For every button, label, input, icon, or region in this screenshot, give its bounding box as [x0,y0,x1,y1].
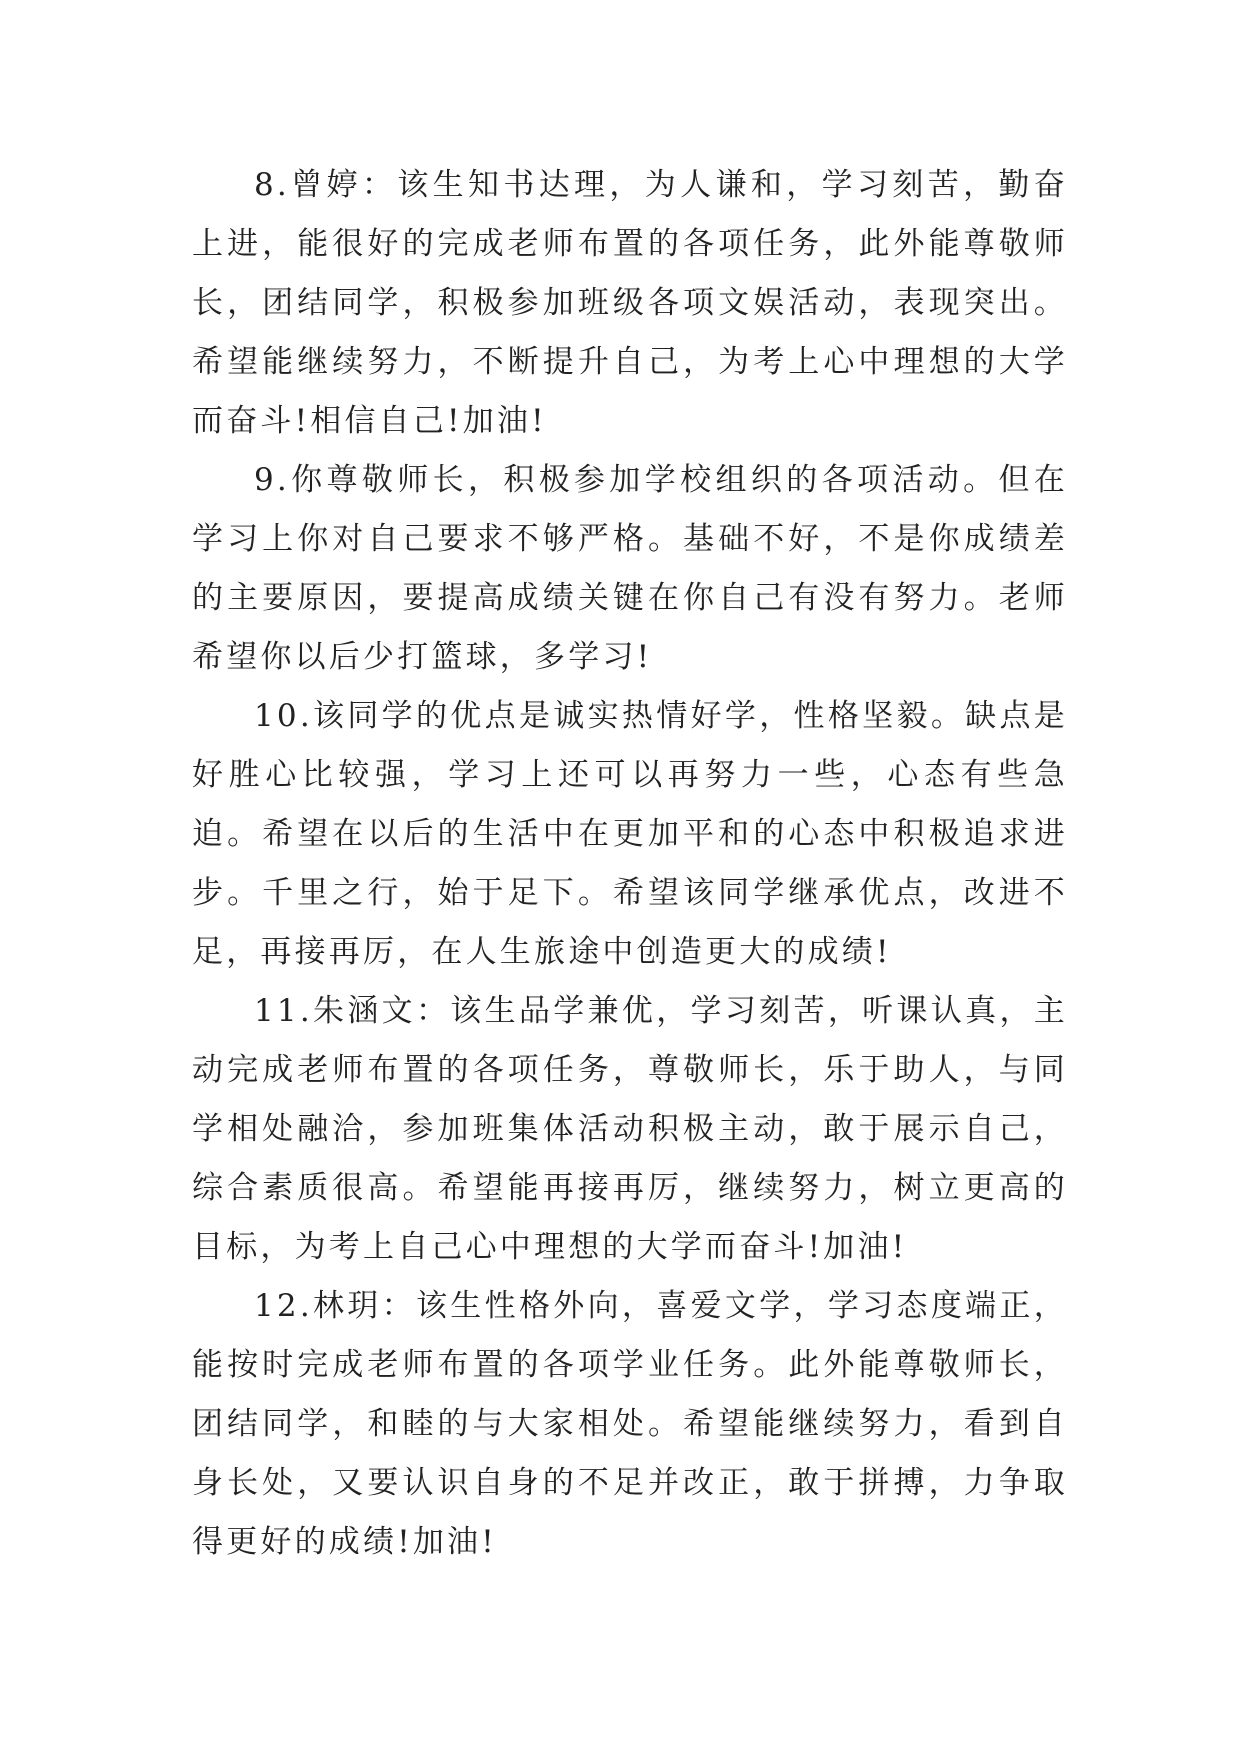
comment-paragraph-11: 11.朱涵文：该生品学兼优，学习刻苦，听课认真，主动完成老师布置的各项任务，尊敬师长，乐于助人，与同学相处融洽，参加班集体活动积极主动，敢于展示自己，综合素质很高。希望能再接再厉，继续努力，树立更高的目标，为考上自己心中理想的大学而奋斗!加油! [192,993,1068,1265]
document-body [192,156,1068,1572]
comment-paragraph-9: 9.你尊敬师长，积极参加学校组织的各项活动。但在学习上你对自己要求不够严格。基础不好，不是你成绩差的主要原因，要提高成绩关键在你自己有没有努力。老师希望你以后少打篮球，多学习! [192,462,1068,675]
comment-paragraph-12: 12.林玥：该生性格外向，喜爱文学，学习态度端正，能按时完成老师布置的各项学业任务。此外能尊敬师长，团结同学，和睦的与大家相处。希望能继续努力，看到自身长处，又要认识自身的不足并改正，敢于拼搏，力争取得更好的成绩!加油! [192,1288,1068,1560]
comment-paragraph-8: 8.曾婷：该生知书达理，为人谦和，学习刻苦，勤奋上进，能很好的完成老师布置的各项任务，此外能尊敬师长，团结同学，积极参加班级各项文娱活动，表现突出。希望能继续努力，不断提升自己，为考上心中理想的大学而奋斗!相信自己!加油! [192,167,1068,439]
comment-paragraph-10: 10.该同学的优点是诚实热情好学，性格坚毅。缺点是好胜心比较强，学习上还可以再努力一些，心态有些急迫。希望在以后的生活中在更加平和的心态中积极追求进步。千里之行，始于足下。希望该同学继承优点，改进不足，再接再厉，在人生旅途中创造更大的成绩! [192,698,1068,970]
